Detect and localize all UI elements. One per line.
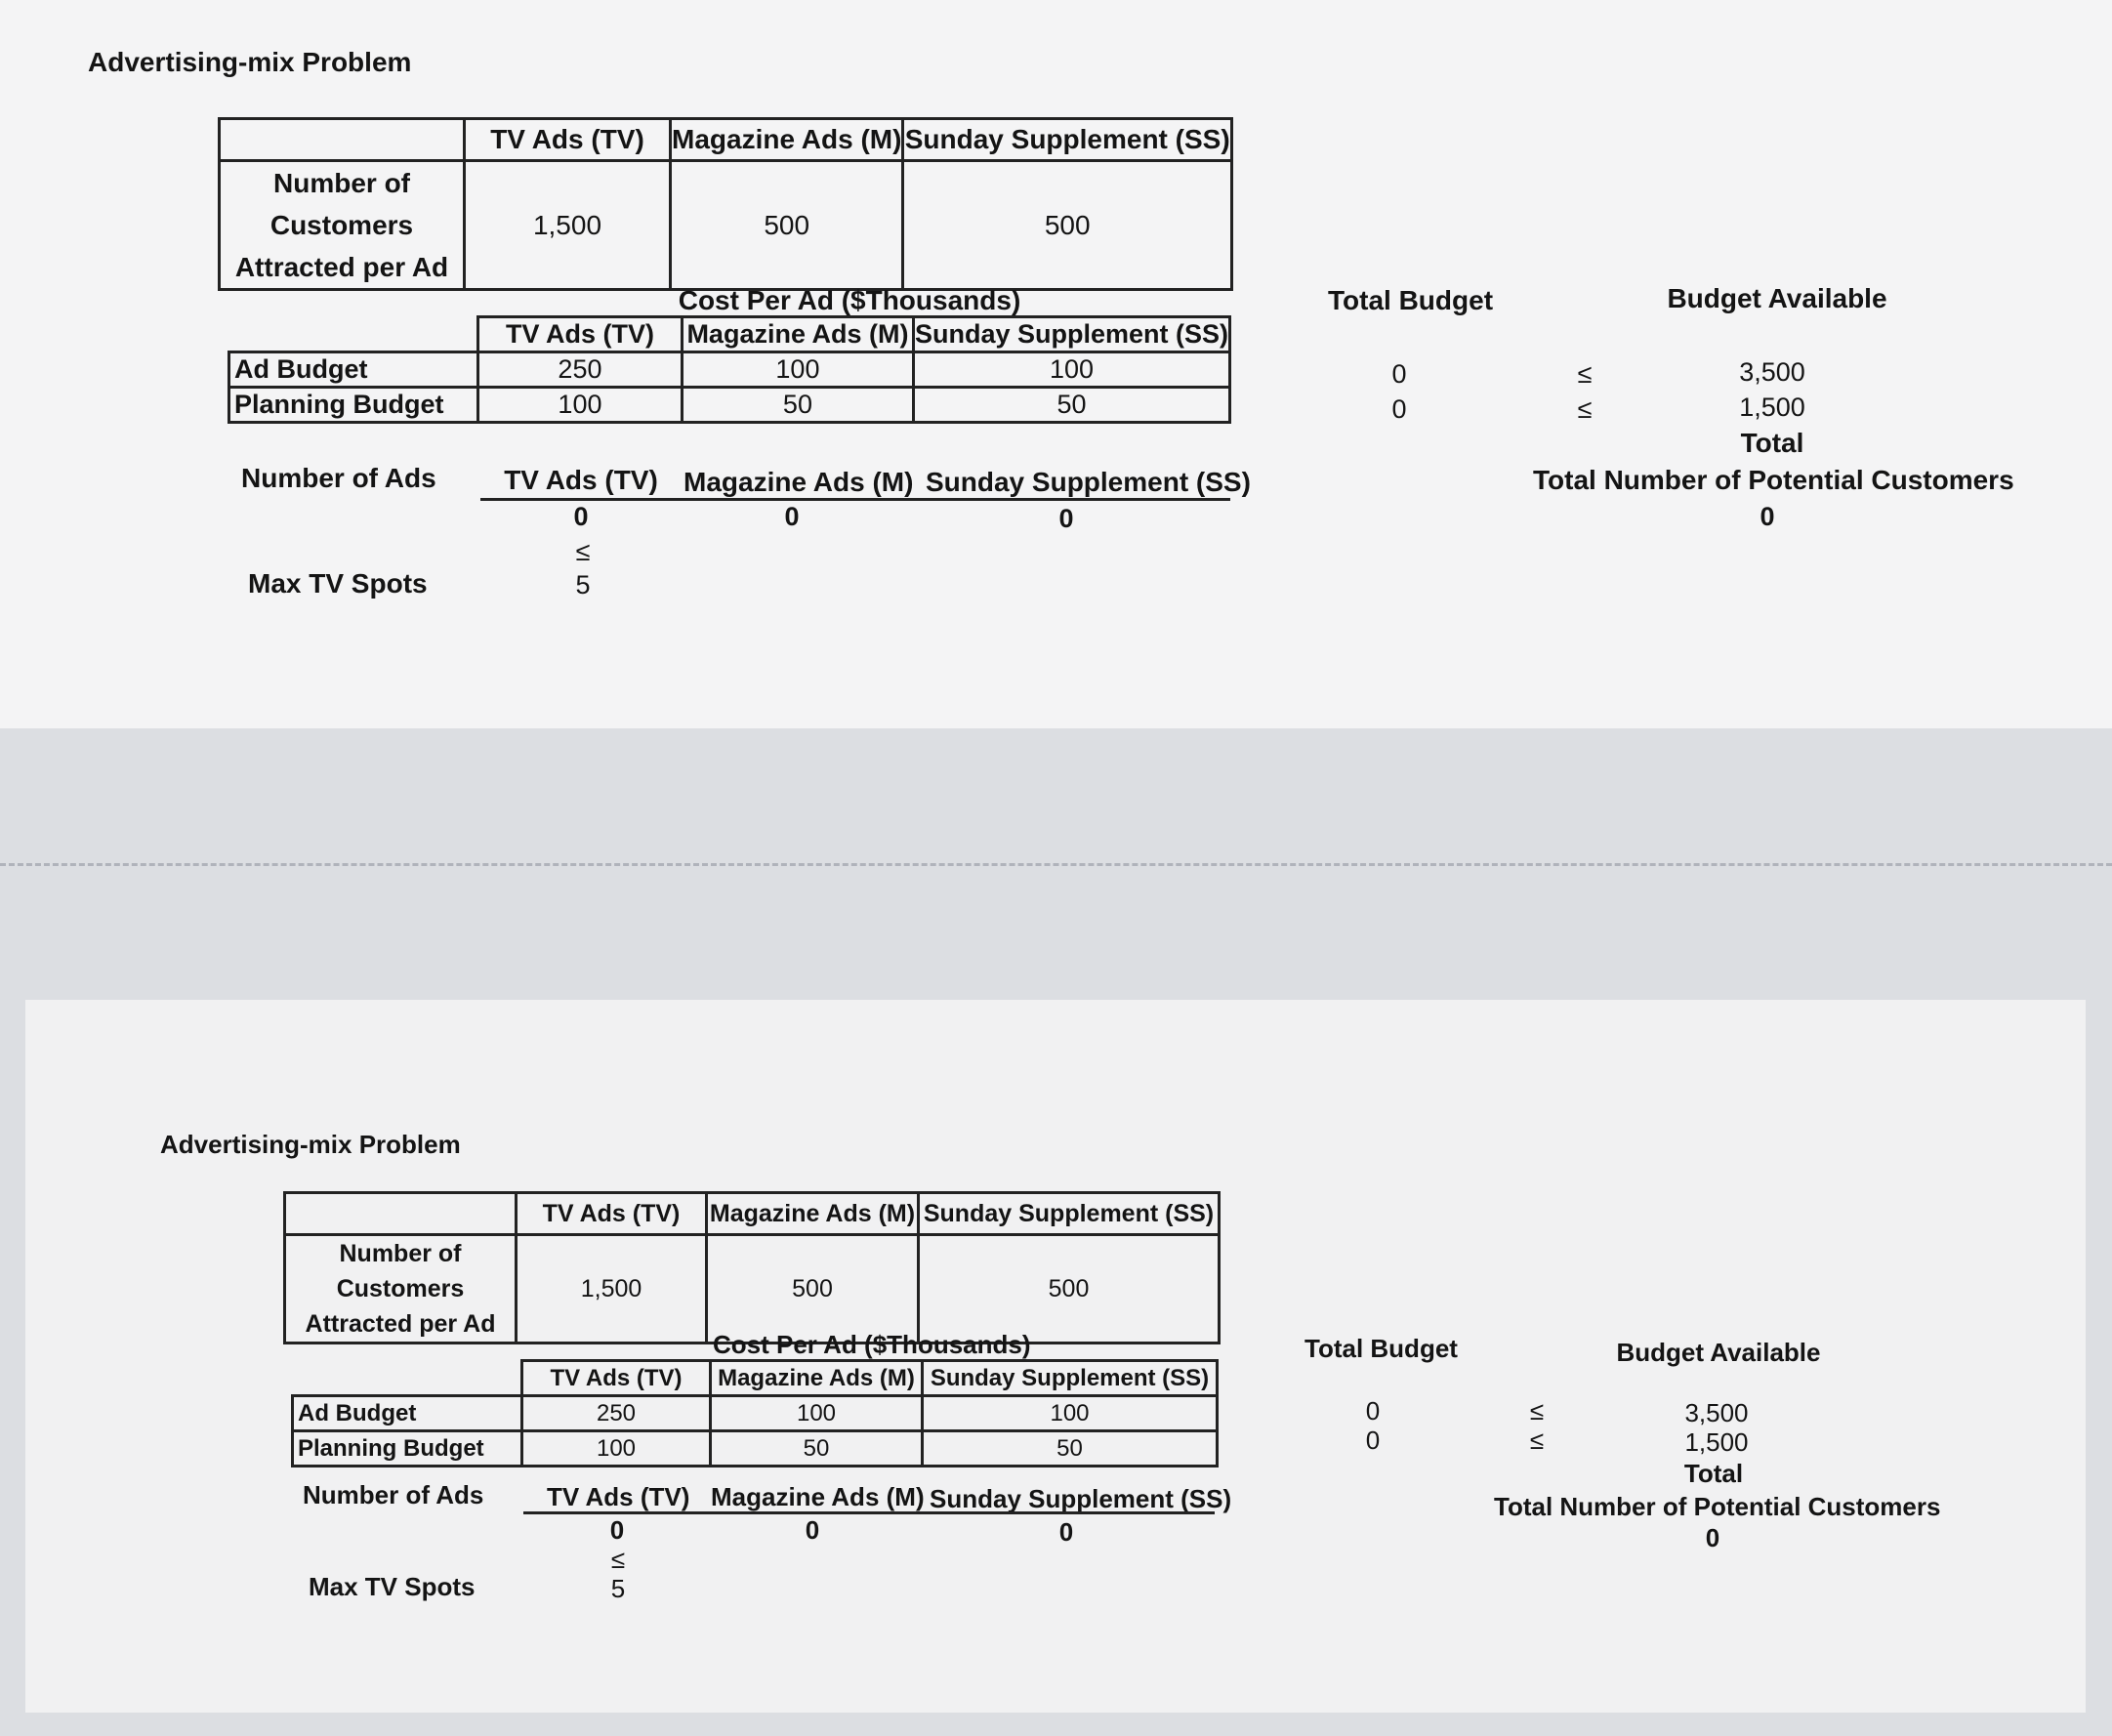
header-sunday-supplement[interactable]: Sunday Supplement (SS) — [903, 119, 1232, 161]
leq-symbol: ≤ — [1529, 1396, 1545, 1426]
ads-magazine-value[interactable]: 0 — [784, 502, 800, 531]
total-budget-planning-value[interactable]: 0 — [1391, 394, 1407, 424]
max-tv-spots-label: Max TV Spots — [309, 1572, 476, 1601]
total-budget-ad-value[interactable]: 0 — [1391, 359, 1407, 389]
planning-budget-tv[interactable]: 100 — [477, 388, 682, 423]
ads-magazine-value[interactable]: 0 — [805, 1515, 820, 1545]
ad-budget-magazine[interactable]: 100 — [711, 1396, 923, 1431]
header-sunday-supplement[interactable]: Sunday Supplement (SS) — [913, 317, 1229, 352]
max-tv-spots-value[interactable]: 5 — [575, 570, 591, 599]
ads-tv-value[interactable]: 0 — [573, 502, 589, 531]
customers-magazine-value[interactable]: 500 — [707, 1235, 919, 1343]
ads-header-underline — [523, 1511, 1215, 1514]
planning-budget-sunday[interactable]: 50 — [913, 388, 1229, 423]
planning-budget-sunday[interactable]: 50 — [923, 1431, 1218, 1467]
customers-tv-value[interactable]: 1,500 — [465, 161, 671, 290]
ad-budget-sunday[interactable]: 100 — [923, 1396, 1218, 1431]
total-customers-label: Total Number of Potential Customers — [1533, 465, 2014, 495]
budget-available-ad-value[interactable]: 3,500 — [1739, 357, 1805, 387]
budget-available-ad-value[interactable]: 3,500 — [1684, 1398, 1749, 1427]
header-tv-ads[interactable]: TV Ads (TV) — [465, 119, 671, 161]
planning-budget-tv[interactable]: 100 — [522, 1431, 711, 1467]
ads-header-magazine: Magazine Ads (M) — [683, 467, 914, 497]
total-label: Total — [1740, 428, 1804, 458]
planning-budget-label[interactable]: Planning Budget — [229, 388, 478, 423]
customers-attracted-label[interactable]: Number of Customers Attracted per Ad — [220, 161, 465, 290]
cost-table — [228, 315, 1231, 424]
customers-sunday-value[interactable]: 500 — [919, 1235, 1220, 1343]
max-tv-spots-value[interactable]: 5 — [610, 1574, 626, 1603]
customers-tv-value[interactable]: 1,500 — [517, 1235, 707, 1343]
total-budget-planning-value[interactable]: 0 — [1365, 1426, 1381, 1455]
ad-budget-label[interactable]: Ad Budget — [229, 352, 478, 388]
leq-symbol: ≤ — [1577, 359, 1593, 389]
blank-header-cell[interactable] — [285, 1193, 517, 1235]
customers-table — [283, 1191, 1221, 1344]
leq-symbol: ≤ — [1529, 1426, 1545, 1455]
ads-sunday-value[interactable]: 0 — [1058, 1517, 1074, 1547]
header-tv-ads[interactable]: TV Ads (TV) — [517, 1193, 707, 1235]
ads-header-magazine: Magazine Ads (M) — [711, 1482, 925, 1511]
header-tv-ads[interactable]: TV Ads (TV) — [522, 1361, 711, 1396]
ad-budget-label[interactable]: Ad Budget — [293, 1396, 522, 1431]
ads-tv-value[interactable]: 0 — [609, 1515, 625, 1545]
customers-magazine-value[interactable]: 500 — [671, 161, 903, 290]
header-sunday-supplement[interactable]: Sunday Supplement (SS) — [919, 1193, 1220, 1235]
planning-budget-label[interactable]: Planning Budget — [293, 1431, 522, 1467]
budget-available-label: Budget Available — [1616, 1338, 1821, 1367]
sheet-title: Advertising-mix Problem — [88, 47, 412, 77]
header-tv-ads[interactable]: TV Ads (TV) — [477, 317, 682, 352]
blank-header-cell[interactable] — [229, 317, 478, 352]
ads-header-underline — [480, 498, 1230, 501]
cost-per-ad-title: Cost Per Ad ($Thousands) — [713, 1330, 1031, 1359]
number-of-ads-label: Number of Ads — [303, 1480, 484, 1509]
total-customers-label: Total Number of Potential Customers — [1494, 1492, 1941, 1521]
ad-budget-tv[interactable]: 250 — [522, 1396, 711, 1431]
header-magazine-ads[interactable]: Magazine Ads (M) — [671, 119, 903, 161]
cost-table — [291, 1359, 1219, 1467]
sheet-title: Advertising-mix Problem — [160, 1130, 461, 1159]
leq-symbol: ≤ — [1577, 394, 1593, 424]
header-sunday-supplement[interactable]: Sunday Supplement (SS) — [923, 1361, 1218, 1396]
ad-budget-tv[interactable]: 250 — [477, 352, 682, 388]
leq-symbol: ≤ — [575, 537, 591, 566]
total-customers-value[interactable]: 0 — [1705, 1523, 1720, 1552]
header-magazine-ads[interactable]: Magazine Ads (M) — [711, 1361, 923, 1396]
customers-table — [218, 117, 1233, 291]
ad-budget-magazine[interactable]: 100 — [682, 352, 913, 388]
ads-header-sunday: Sunday Supplement (SS) — [930, 1484, 1232, 1513]
planning-budget-magazine[interactable]: 50 — [682, 388, 913, 423]
budget-available-label: Budget Available — [1667, 283, 1887, 313]
page-break-divider — [0, 863, 2112, 866]
planning-budget-magazine[interactable]: 50 — [711, 1431, 923, 1467]
leq-symbol: ≤ — [610, 1545, 626, 1574]
ads-header-sunday: Sunday Supplement (SS) — [926, 467, 1251, 497]
header-magazine-ads[interactable]: Magazine Ads (M) — [682, 317, 913, 352]
blank-header-cell[interactable] — [293, 1361, 522, 1396]
budget-available-planning-value[interactable]: 1,500 — [1739, 393, 1805, 422]
total-label: Total — [1683, 1459, 1744, 1488]
total-budget-label: Total Budget — [1328, 285, 1494, 315]
ad-budget-sunday[interactable]: 100 — [913, 352, 1229, 388]
max-tv-spots-label: Max TV Spots — [248, 568, 428, 599]
customers-sunday-value[interactable]: 500 — [903, 161, 1232, 290]
header-magazine-ads[interactable]: Magazine Ads (M) — [707, 1193, 919, 1235]
blank-header-cell[interactable] — [220, 119, 465, 161]
total-customers-value[interactable]: 0 — [1760, 502, 1775, 531]
budget-available-planning-value[interactable]: 1,500 — [1684, 1427, 1749, 1457]
number-of-ads-label: Number of Ads — [241, 463, 436, 493]
ads-header-tv: TV Ads (TV) — [504, 465, 658, 495]
cost-per-ad-title: Cost Per Ad ($Thousands) — [678, 285, 1021, 315]
ads-sunday-value[interactable]: 0 — [1058, 504, 1074, 533]
total-budget-ad-value[interactable]: 0 — [1365, 1396, 1381, 1426]
ads-header-tv: TV Ads (TV) — [547, 1482, 690, 1511]
total-budget-label: Total Budget — [1304, 1334, 1458, 1363]
customers-attracted-label[interactable]: Number of Customers Attracted per Ad — [285, 1235, 517, 1343]
